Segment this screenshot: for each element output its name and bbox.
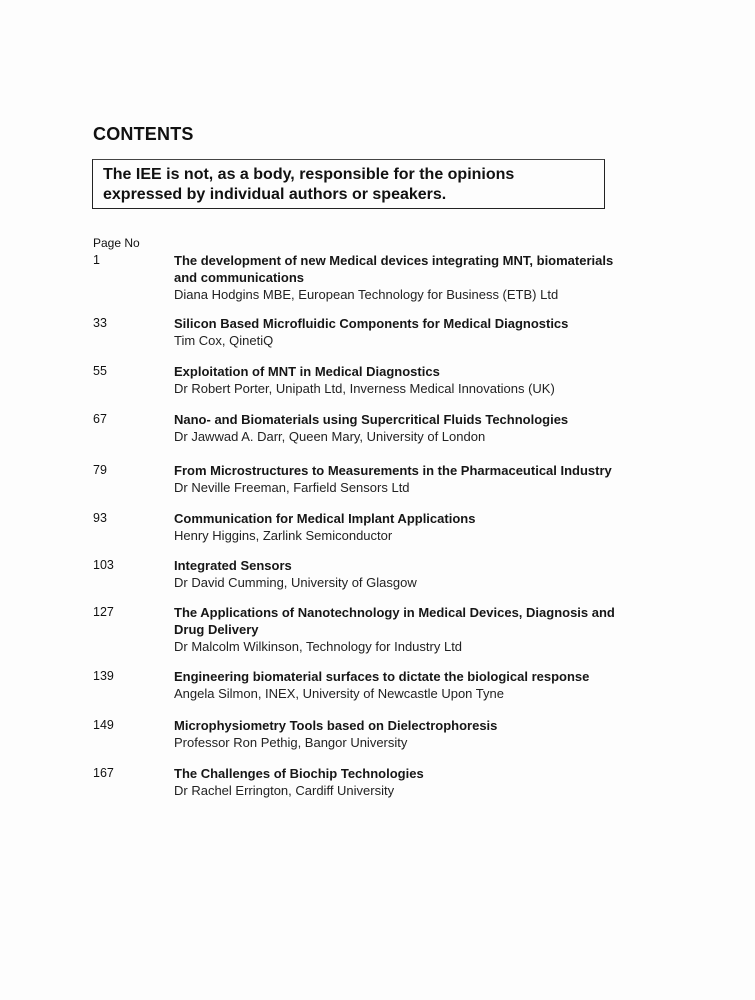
entry-page-number: 93 [93, 511, 107, 525]
entry-title-continued: and communications [174, 270, 305, 285]
entry-author: Professor Ron Pethig, Bangor University [174, 735, 408, 750]
entry-body [174, 717, 664, 751]
entry-title: Communication for Medical Implant Applications [174, 511, 476, 526]
entry-title: The development of new Medical devices integrating MNT, biomaterials [174, 253, 614, 268]
entry-page-number: 103 [93, 558, 114, 572]
entry-title: Silicon Based Microfluidic Components for Medical Diagnostics [174, 316, 569, 331]
entry-title: The Applications of Nanotechnology in Medical Devices, Diagnosis and [174, 605, 615, 620]
entry-page-number: 127 [93, 605, 114, 619]
entry-body [174, 557, 664, 591]
entry-page-number: 1 [93, 253, 100, 267]
entry-title: Microphysiometry Tools based on Dielectrophoresis [174, 718, 498, 733]
disclaimer-box [92, 159, 605, 209]
entry-body [174, 252, 664, 303]
entry-page-number: 79 [93, 463, 107, 477]
entry-author: Tim Cox, QinetiQ [174, 333, 274, 348]
entry-page-number: 167 [93, 766, 114, 780]
disclaimer-line-1: The IEE is not, as a body, responsible for the opinions [103, 166, 515, 183]
entry-title-continued: Drug Delivery [174, 622, 259, 637]
entry-body [174, 765, 664, 799]
entry-title: Nano- and Biomaterials using Supercritical Fluids Technologies [174, 412, 569, 427]
entry-author: Henry Higgins, Zarlink Semiconductor [174, 528, 393, 543]
entry-body [174, 462, 664, 496]
entry-author: Dr Jawwad A. Darr, Queen Mary, University of London [174, 429, 486, 444]
entry-title: Integrated Sensors [174, 558, 292, 573]
entry-body [174, 510, 664, 544]
contents-heading: CONTENTS [93, 124, 194, 144]
disclaimer-line-2: expressed by individual authors or speakers. [103, 186, 447, 203]
entry-author: Dr Rachel Errington, Cardiff University [174, 783, 395, 798]
entry-body [174, 315, 664, 349]
entry-title: The Challenges of Biochip Technologies [174, 766, 424, 781]
entry-body [174, 363, 664, 397]
entry-body [174, 668, 664, 702]
entry-author: Diana Hodgins MBE, European Technology for Business (ETB) Ltd [174, 287, 559, 302]
entry-author: Dr David Cumming, University of Glasgow [174, 575, 417, 590]
entry-author: Dr Robert Porter, Unipath Ltd, Inverness Medical Innovations (UK) [174, 381, 555, 396]
page-no-label: Page No [93, 236, 140, 250]
entry-title: Exploitation of MNT in Medical Diagnostics [174, 364, 440, 379]
entry-page-number: 149 [93, 718, 114, 732]
entry-title: From Microstructures to Measurements in the Pharmaceutical Industry [174, 463, 612, 478]
entry-author: Dr Malcolm Wilkinson, Technology for Industry Ltd [174, 639, 463, 654]
entry-title: Engineering biomaterial surfaces to dictate the biological response [174, 669, 590, 684]
entry-body [174, 604, 664, 655]
entry-author: Dr Neville Freeman, Farfield Sensors Ltd [174, 480, 410, 495]
entry-author: Angela Silmon, INEX, University of Newcastle Upon Tyne [174, 686, 504, 701]
entry-page-number: 67 [93, 412, 107, 426]
entry-page-number: 33 [93, 316, 107, 330]
entry-page-number: 139 [93, 669, 114, 683]
entry-body [174, 411, 664, 445]
entry-page-number: 55 [93, 364, 107, 378]
